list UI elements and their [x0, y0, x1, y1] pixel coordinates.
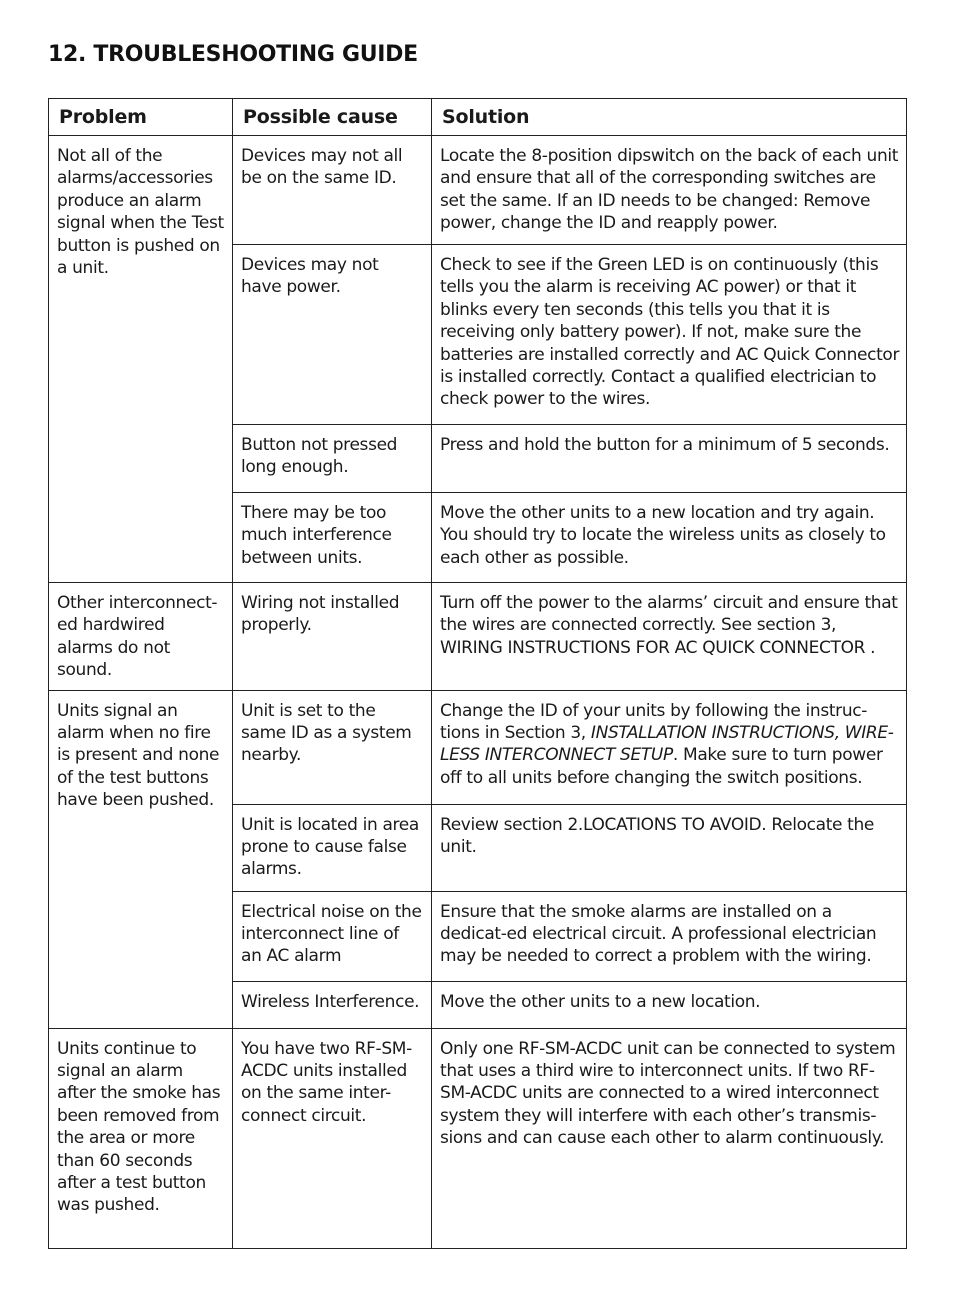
troubleshooting-table — [48, 98, 907, 1249]
table-row — [49, 1028, 907, 1248]
header-possible-cause: Possible cause — [233, 99, 432, 136]
solution-cell — [432, 690, 907, 804]
solution-cell: Review section 2.LOCATIONS TO AVOID. Relocate the unit. — [432, 804, 907, 891]
solution-cell: Ensure that the smoke alarms are installed on a dedicat-ed electrical circuit. A professional electrician may be needed to correct a problem with the wiring. — [432, 891, 907, 981]
solution-cell: Check to see if the Green LED is on continuously (this tells you the alarm is receiving AC power) or that it blinks every ten seconds (this tells you that it is receiving only battery power). If not, make sure the batteries are installed correctly and AC Quick Connector is installed correctly. Contact a qualified electrician to check power to the wires. — [432, 245, 907, 425]
solution-cell: Move the other units to a new location. — [432, 981, 907, 1028]
cause-cell: Wireless Interference. — [233, 981, 432, 1028]
header-solution: Solution — [432, 99, 907, 136]
problem-cell: Units signal an alarm when no fire is present and none of the test buttons have been pushed. — [49, 690, 233, 1028]
cause-cell: There may be too much interference between units. — [233, 493, 432, 583]
solution-text: . Make sure to turn power off to all units before changing the switch positions. — [440, 745, 883, 788]
cause-cell: Button not pressed long enough. — [233, 425, 432, 493]
problem-cell: Units continue to signal an alarm after the smoke has been removed from the area or more than 60 seconds after a test button was pushed. — [49, 1028, 233, 1248]
table-row — [49, 690, 907, 804]
cause-cell: Devices may not all be on the same ID. — [233, 136, 432, 245]
solution-cell: Locate the 8-position dipswitch on the back of each unit and ensure that all of the corresponding switches are set the same. If an ID needs to be changed: Remove power, change the ID and reapply power. — [432, 136, 907, 245]
table-row — [49, 583, 907, 691]
problem-cell: Not all of the alarms/accessories produce an alarm signal when the Test button is pushed on a unit. — [49, 136, 233, 583]
solution-cell: Turn off the power to the alarms’ circuit and ensure that the wires are connected correctly. See section 3, WIRING INSTRUCTIONS FOR AC QUICK CONNECTOR . — [432, 583, 907, 691]
table-row — [49, 136, 907, 245]
solution-section-reference: INSTALLATION INSTRUCTIONS, WIRE-LESS INTERCONNECT SETUP — [440, 723, 894, 766]
cause-cell: Wiring not installed properly. — [233, 583, 432, 691]
solution-cell: Only one RF-SM-ACDC unit can be connected to system that uses a third wire to interconnect units. If two RF-SM-ACDC units are connected to a wired interconnect system they will interfere with each other’s transmis-sions and can cause each other to alarm continuously. — [432, 1028, 907, 1248]
cause-cell: Electrical noise on the interconnect line of an AC alarm — [233, 891, 432, 981]
header-problem: Problem — [49, 99, 233, 136]
problem-cell: Other interconnect-ed hardwired alarms do not sound. — [49, 583, 233, 691]
cause-cell: Unit is set to the same ID as a system nearby. — [233, 690, 432, 804]
page-title: 12. TROUBLESHOOTING GUIDE — [48, 42, 418, 67]
solution-cell: Move the other units to a new location and try again. You should try to locate the wireless units as closely to each other as possible. — [432, 493, 907, 583]
solution-text: Change the ID of your units by following the instruc-tions in Section 3, — [440, 700, 868, 744]
cause-cell: Unit is located in area prone to cause false alarms. — [233, 804, 432, 891]
table-header-row — [49, 99, 907, 136]
cause-cell: You have two RF-SM-ACDC units installed on the same inter-connect circuit. — [233, 1028, 432, 1248]
solution-cell: Press and hold the button for a minimum of 5 seconds. — [432, 425, 907, 493]
cause-cell: Devices may not have power. — [233, 245, 432, 425]
